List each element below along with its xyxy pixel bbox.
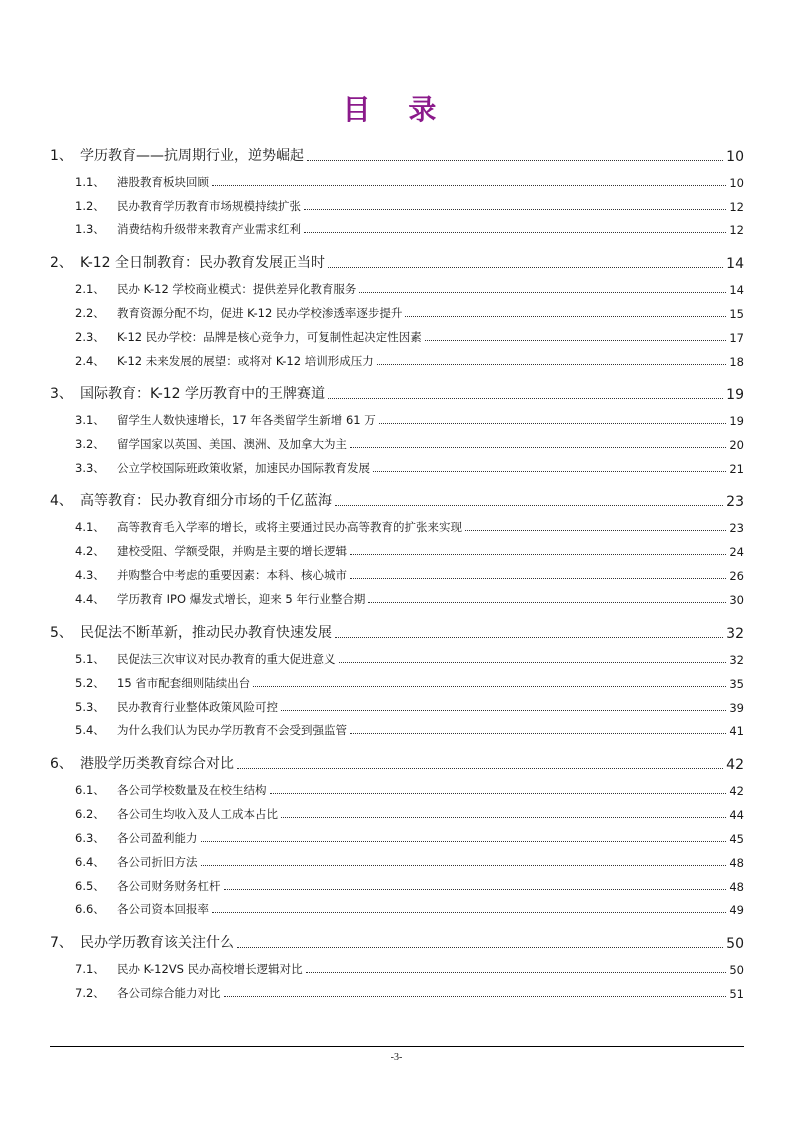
toc-entry-page: 18	[729, 355, 744, 369]
toc-dot-leader	[270, 793, 727, 794]
toc-section-entry[interactable]	[75, 541, 744, 559]
toc-entry-number: 4、	[50, 493, 73, 509]
toc-entry-number: 5.1、	[75, 652, 105, 666]
toc-dot-leader	[224, 889, 727, 890]
toc-section-entry[interactable]	[75, 565, 744, 583]
toc-entry-page: 45	[729, 832, 744, 846]
toc-dot-leader	[328, 398, 723, 399]
toc-entry-title: K-12 全日制教育：民办教育发展正当时	[80, 255, 326, 271]
toc-section-entry[interactable]	[75, 828, 744, 846]
page-title: 目 录	[342, 93, 451, 126]
toc-entry-title: 消费结构升级带来教育产业需求红利	[117, 222, 301, 236]
toc-dot-leader	[335, 637, 723, 638]
toc-section-entry[interactable]	[75, 589, 744, 607]
toc-entry-title: 建校受阻、学额受限，并购是主要的增长逻辑	[117, 544, 347, 558]
toc-entry-page: 50	[726, 936, 744, 952]
toc-entry-page: 48	[729, 856, 744, 870]
toc-entry-title: 各公司折旧方法	[117, 855, 198, 869]
toc-dot-leader	[368, 602, 726, 603]
toc-dot-leader	[350, 578, 726, 579]
toc-entry-number: 1、	[50, 148, 73, 164]
toc-entry-title: 各公司资本回报率	[117, 902, 209, 916]
toc-entry-page: 42	[726, 757, 744, 773]
toc-entry-title: 留学生人数快速增长，17 年各类留学生新增 61 万	[117, 413, 376, 427]
toc-entry-number: 1.1、	[75, 175, 105, 189]
toc-section-entry[interactable]	[75, 219, 744, 237]
toc-chapter-entry[interactable]	[50, 620, 744, 642]
toc-dot-leader	[339, 662, 727, 663]
toc-dot-leader	[281, 817, 726, 818]
toc-entry-title: 教育资源分配不均，促进 K-12 民办学校渗透率逐步提升	[117, 306, 403, 320]
toc-dot-leader	[350, 554, 726, 555]
toc-dot-leader	[237, 947, 723, 948]
toc-entry-number: 5.4、	[75, 723, 105, 737]
toc-entry-page: 24	[729, 545, 744, 559]
toc-entry-title: 各公司学校数量及在校生结构	[117, 783, 267, 797]
toc-entry-page: 23	[726, 494, 744, 510]
toc-dot-leader	[237, 768, 723, 769]
toc-section-entry[interactable]	[75, 673, 744, 691]
toc-dot-leader	[212, 912, 726, 913]
toc-section-entry[interactable]	[75, 720, 744, 738]
toc-dot-leader	[306, 972, 727, 973]
toc-section-entry[interactable]	[75, 327, 744, 345]
toc-dot-leader	[377, 364, 727, 365]
toc-section-entry[interactable]	[75, 697, 744, 715]
toc-chapter-entry[interactable]	[50, 488, 744, 510]
toc-entry-title: K-12 民办学校：品牌是核心竞争力，可复制性起决定性因素	[117, 330, 422, 344]
toc-dot-leader	[465, 530, 726, 531]
toc-dot-leader	[350, 447, 726, 448]
toc-entry-title: 民办 K-12 学校商业模式：提供差异化教育服务	[117, 282, 357, 296]
toc-entry-title: 高等教育：民办教育细分市场的千亿蓝海	[80, 493, 332, 509]
footer-divider	[50, 1046, 744, 1047]
toc-dot-leader	[425, 340, 727, 341]
toc-entry-page: 30	[729, 593, 744, 607]
toc-entry-number: 2.2、	[75, 306, 105, 320]
toc-entry-page: 23	[729, 521, 744, 535]
toc-entry-number: 1.3、	[75, 222, 105, 236]
toc-entry-title: 民办学历教育该关注什么	[80, 935, 234, 951]
toc-entry-title: 民促法三次审议对民办教育的重大促进意义	[117, 652, 336, 666]
toc-entry-page: 20	[729, 438, 744, 452]
toc-chapter-entry[interactable]	[50, 381, 744, 403]
toc-entry-number: 6、	[50, 756, 73, 772]
toc-entry-title: 民办 K-12VS 民办高校增长逻辑对比	[117, 962, 303, 976]
toc-entry-number: 3.2、	[75, 437, 105, 451]
toc-dot-leader	[224, 996, 727, 997]
toc-entry-page: 51	[729, 987, 744, 1001]
toc-section-entry[interactable]	[75, 303, 744, 321]
toc-entry-title: 国际教育：K-12 学历教育中的王牌赛道	[80, 386, 326, 402]
toc-section-entry[interactable]	[75, 458, 744, 476]
toc-entry-number: 7、	[50, 935, 73, 951]
toc-entry-number: 3、	[50, 386, 73, 402]
toc-entry-number: 5、	[50, 625, 73, 641]
toc-section-entry[interactable]	[75, 804, 744, 822]
toc-section-entry[interactable]	[75, 899, 744, 917]
toc-entry-title: 学历教育——抗周期行业，逆势崛起	[80, 148, 304, 164]
toc-section-entry[interactable]	[75, 172, 744, 190]
toc-section-entry[interactable]	[75, 780, 744, 798]
toc-entry-number: 6.4、	[75, 855, 105, 869]
toc-entry-title: 民促法不断革新，推动民办教育快速发展	[80, 625, 332, 641]
toc-entry-number: 3.1、	[75, 413, 105, 427]
toc-entry-number: 3.3、	[75, 461, 105, 475]
toc-section-entry[interactable]	[75, 876, 744, 894]
toc-entry-number: 2.1、	[75, 282, 105, 296]
toc-entry-number: 6.1、	[75, 783, 105, 797]
toc-entry-number: 7.1、	[75, 962, 105, 976]
toc-section-entry[interactable]	[75, 351, 744, 369]
toc-dot-leader	[201, 865, 727, 866]
toc-entry-title: 港股学历类教育综合对比	[80, 756, 234, 772]
toc-dot-leader	[405, 316, 726, 317]
toc-entry-title: 15 省市配套细则陆续出台	[117, 676, 251, 690]
toc-section-entry[interactable]	[75, 279, 744, 297]
toc-section-entry[interactable]	[75, 959, 744, 977]
toc-section-entry[interactable]	[75, 434, 744, 452]
toc-entry-number: 4.2、	[75, 544, 105, 558]
toc-entry-page: 42	[729, 784, 744, 798]
toc-section-entry[interactable]	[75, 410, 744, 428]
toc-entry-title: 各公司盈利能力	[117, 831, 198, 845]
toc-entry-page: 35	[729, 677, 744, 691]
toc-entry-number: 5.3、	[75, 700, 105, 714]
toc-entry-number: 6.6、	[75, 902, 105, 916]
toc-entry-number: 4.1、	[75, 520, 105, 534]
toc-entry-number: 6.2、	[75, 807, 105, 821]
toc-chapter-entry[interactable]	[50, 143, 744, 165]
toc-dot-leader	[201, 841, 727, 842]
toc-dot-leader	[212, 185, 726, 186]
toc-entry-title: 留学国家以英国、美国、澳洲、及加拿大为主	[117, 437, 347, 451]
toc-entry-number: 2、	[50, 255, 73, 271]
toc-section-entry[interactable]	[75, 649, 744, 667]
toc-entry-page: 19	[726, 387, 744, 403]
toc-entry-page: 32	[726, 626, 744, 642]
toc-dot-leader	[281, 710, 726, 711]
toc-entry-title: 民办教育学历教育市场规模持续扩张	[117, 199, 301, 213]
toc-entry-page: 39	[729, 701, 744, 715]
toc-entry-number: 6.3、	[75, 831, 105, 845]
toc-dot-leader	[304, 232, 726, 233]
toc-entry-title: 民办教育行业整体政策风险可控	[117, 700, 278, 714]
toc-entry-number: 7.2、	[75, 986, 105, 1000]
toc-section-entry[interactable]	[75, 517, 744, 535]
toc-entry-number: 2.4、	[75, 354, 105, 368]
toc-section-entry[interactable]	[75, 852, 744, 870]
toc-entry-number: 4.4、	[75, 592, 105, 606]
toc-entry-title: 学历教育 IPO 爆发式增长，迎来 5 年行业整合期	[117, 592, 366, 606]
toc-entry-title: 各公司综合能力对比	[117, 986, 221, 1000]
toc-entry-page: 12	[729, 223, 744, 237]
toc-dot-leader	[328, 267, 723, 268]
footer-page-number: -3-	[390, 1052, 403, 1063]
toc-chapter-entry[interactable]	[50, 250, 744, 272]
toc-entry-number: 2.3、	[75, 330, 105, 344]
toc-dot-leader	[253, 686, 726, 687]
toc-entry-page: 50	[729, 963, 744, 977]
toc-entry-page: 15	[729, 307, 744, 321]
toc-entry-page: 19	[729, 414, 744, 428]
toc-entry-title: 各公司生均收入及人工成本占比	[117, 807, 278, 821]
toc-entry-title: K-12 未来发展的展望：或将对 K-12 培训形成压力	[117, 354, 374, 368]
toc-section-entry[interactable]	[75, 983, 744, 1001]
toc-dot-leader	[350, 733, 726, 734]
toc-entry-page: 44	[729, 808, 744, 822]
toc-entry-number: 6.5、	[75, 879, 105, 893]
toc-entry-title: 并购整合中考虑的重要因素：本科、核心城市	[117, 568, 347, 582]
toc-entry-page: 26	[729, 569, 744, 583]
toc-dot-leader	[335, 505, 723, 506]
toc-dot-leader	[307, 160, 723, 161]
toc-entry-page: 14	[729, 283, 744, 297]
toc-chapter-entry[interactable]	[50, 751, 744, 773]
toc-entry-page: 10	[729, 176, 744, 190]
toc-entry-page: 32	[729, 653, 744, 667]
toc-entry-title: 公立学校国际班政策收紧，加速民办国际教育发展	[117, 461, 370, 475]
toc-dot-leader	[304, 209, 726, 210]
toc-entry-number: 1.2、	[75, 199, 105, 213]
toc-entry-title: 各公司财务财务杠杆	[117, 879, 221, 893]
toc-entry-page: 14	[726, 256, 744, 272]
toc-entry-page: 48	[729, 880, 744, 894]
toc-entry-page: 41	[729, 724, 744, 738]
toc-entry-page: 10	[726, 149, 744, 165]
toc-entry-page: 21	[729, 462, 744, 476]
toc-dot-leader	[379, 423, 727, 424]
toc-section-entry[interactable]	[75, 196, 744, 214]
toc-chapter-entry[interactable]	[50, 930, 744, 952]
toc-dot-leader	[373, 471, 726, 472]
toc-entry-page: 12	[729, 200, 744, 214]
toc-dot-leader	[359, 292, 726, 293]
toc-entry-title: 高等教育毛入学率的增长，或将主要通过民办高等教育的扩张来实现	[117, 520, 462, 534]
toc-entry-page: 49	[729, 903, 744, 917]
toc-entry-number: 5.2、	[75, 676, 105, 690]
toc-entry-title: 港股教育板块回顾	[117, 175, 209, 189]
toc-entry-number: 4.3、	[75, 568, 105, 582]
toc-entry-page: 17	[729, 331, 744, 345]
toc-entry-title: 为什么我们认为民办学历教育不会受到强监管	[117, 723, 347, 737]
